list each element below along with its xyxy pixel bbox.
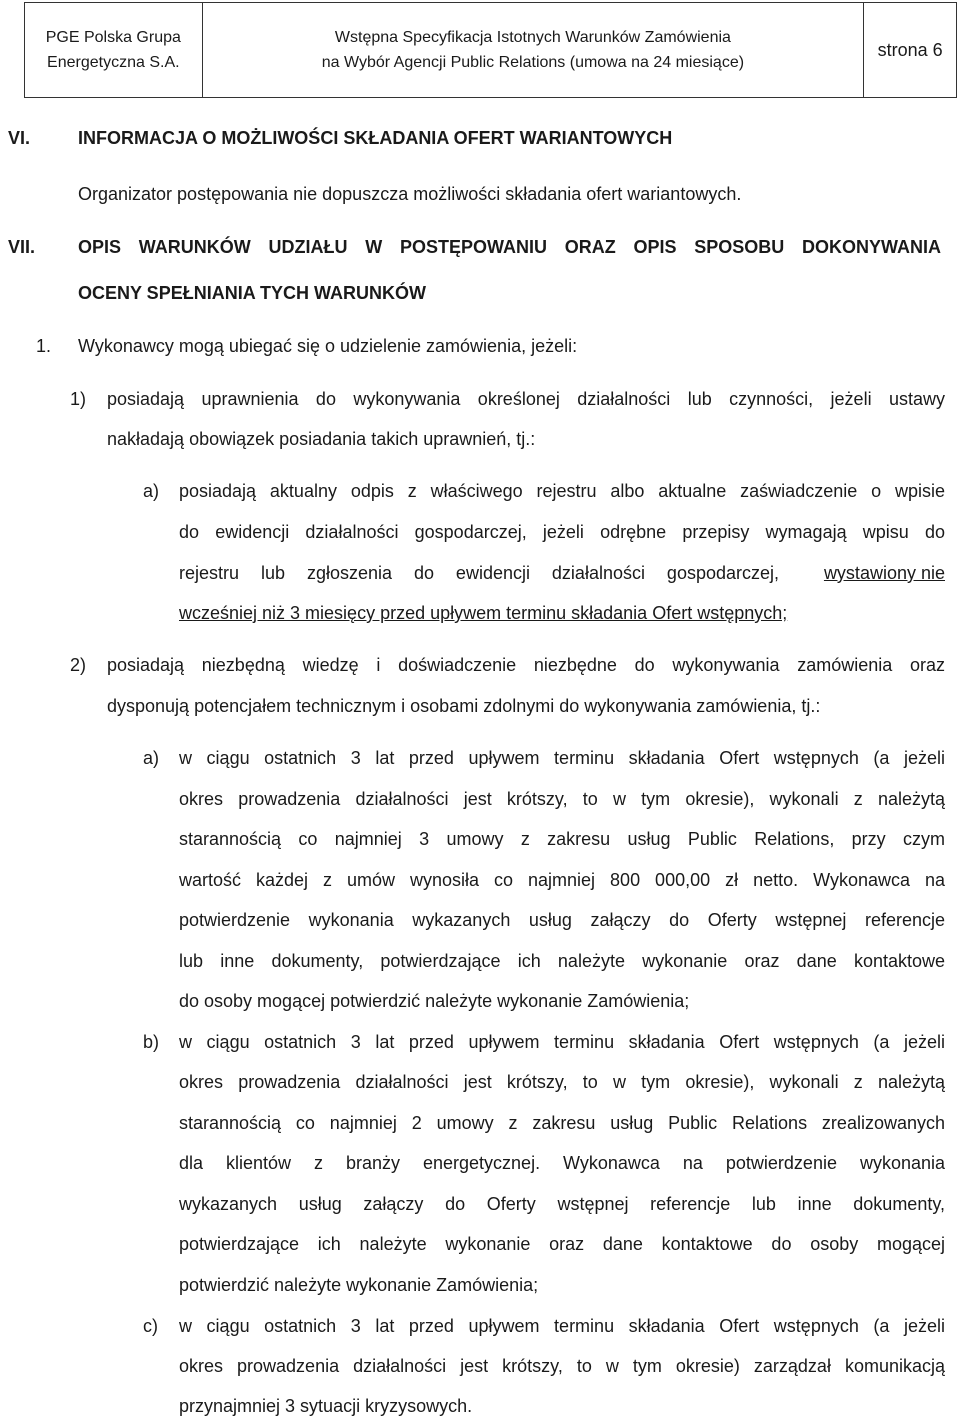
item-2-number: 2): [70, 655, 87, 675]
page-number: strona 6: [877, 39, 943, 60]
item-2c-line2: okres prowadzenia działalności jest krótszy, to w tym okresie) zarządzał komunikacją: [179, 1356, 945, 1376]
item-1-line2: nakładają obowiązek posiadania takich uprawnień, tj.:: [107, 429, 536, 449]
item-2c-line1: w ciągu ostatnich 3 lat przed upływem terminu składania Ofert wstępnych (a jeżeli: [179, 1316, 945, 1336]
item-1a-line2: do ewidencji działalności gospodarczej, jeżeli odrębne przepisy wymagają wpisu do: [179, 522, 945, 542]
header-company: [25, 3, 203, 97]
item-2a-line7: do osoby mogącej potwierdzić należyte wykonanie Zamówienia;: [179, 991, 690, 1011]
item-2-line2: dysponują potencjałem technicznym i osobami zdolnymi do wykonywania zamówienia, tj.:: [107, 696, 821, 716]
item-1a-line3-text: rejestru lub zgłoszenia do ewidencji działalności gospodarczej,: [179, 563, 779, 583]
item-2b-line5: wykazanych usług załączy do Oferty wstępnej referencje lub inne dokumenty,: [179, 1194, 945, 1214]
item-2-line1: posiadają niezbędną wiedzę i doświadczenie niezbędne do wykonywania zamówienia oraz: [107, 655, 945, 675]
item-2c-letter: c): [143, 1316, 158, 1336]
item-2a-line1: w ciągu ostatnich 3 lat przed upływem terminu składania Ofert wstępnych (a jeżeli: [179, 748, 945, 768]
point-1-number: 1.: [36, 336, 52, 356]
item-2b-line7: potwierdzić należyte wykonanie Zamówienia;: [179, 1275, 539, 1295]
item-2c-line3: przynajmniej 3 sytuacji kryzysowych.: [179, 1396, 473, 1416]
header-company-line2: Energetyczna S.A.: [47, 54, 180, 71]
item-1a-line1: posiadają aktualny odpis z właściwego rejestru albo aktualne zaświadczenie o wpisie: [179, 481, 945, 501]
item-1a-line3-underlined: wystawiony nie: [823, 563, 945, 583]
item-1a-line3: [179, 561, 945, 585]
section-vii-title-line2: OCENY SPEŁNIANIA TYCH WARUNKÓW: [78, 283, 427, 303]
item-2b-letter: b): [143, 1032, 160, 1052]
item-2a-line4: wartość każdej z umów wynosiła co najmniej 800 000,00 zł netto. Wykonawca na: [179, 870, 945, 890]
item-2a-line5: potwierdzenie wykonania wykazanych usług załączy do Oferty wstępnej referencje: [179, 910, 945, 930]
item-1a-line4: wcześniej niż 3 miesięcy przed upływem terminu składania Ofert wstępnych;: [179, 603, 788, 623]
item-2b-line6: potwierdzające ich należyte wykonanie oraz dane kontaktowe do osoby mogącej: [179, 1234, 945, 1254]
section-vi-title: INFORMACJA O MOŻLIWOŚCI SKŁADANIA OFERT WARIANTOWYCH: [78, 128, 673, 148]
header-page-number: [864, 3, 956, 97]
item-1-number: 1): [70, 389, 87, 409]
header-company-line1: PGE Polska Grupa: [45, 29, 181, 46]
item-1-line1: posiadają uprawnienia do wykonywania określonej działalności lub czynności, jeżeli ustawy: [107, 389, 945, 409]
item-2a-line2: okres prowadzenia działalności jest krótszy, to w tym okresie), wykonali z należytą: [179, 789, 945, 809]
point-1-text: Wykonawcy mogą ubiegać się o udzielenie zamówienia, jeżeli:: [78, 336, 578, 356]
page-header: [24, 2, 957, 98]
header-title-line1: Wstępna Specyfikacja Istotnych Warunków Zamówienia: [334, 29, 731, 46]
section-vii-title-line1: OPIS WARUNKÓW UDZIAŁU W POSTĘPOWANIU ORAZ OPIS SPOSOBU DOKONYWANIA: [78, 237, 941, 257]
item-2b-line1: w ciągu ostatnich 3 lat przed upływem terminu składania Ofert wstępnych (a jeżeli: [179, 1032, 945, 1052]
item-2a-line3: starannością co najmniej 3 umowy z zakresu usług Public Relations, przy czym: [179, 829, 945, 849]
header-title: [203, 3, 865, 97]
item-2b-line3: starannością co najmniej 2 umowy z zakresu usług Public Relations zrealizowanych: [179, 1113, 945, 1133]
item-2b-line2: okres prowadzenia działalności jest krótszy, to w tym okresie), wykonali z należytą: [179, 1072, 945, 1092]
item-2b-line4: dla klientów z branży energetycznej. Wykonawca na potwierdzenie wykonania: [179, 1153, 945, 1173]
section-vi-number: VI.: [8, 128, 31, 148]
item-1a-letter: a): [143, 481, 160, 501]
header-title-line2: na Wybór Agencji Public Relations (umowa na 24 miesiące): [321, 54, 745, 71]
item-2a-line6: lub inne dokumenty, potwierdzające ich należyte wykonanie oraz dane kontaktowe: [179, 951, 945, 971]
item-2a-letter: a): [143, 748, 160, 768]
section-vi-text: Organizator postępowania nie dopuszcza możliwości składania ofert wariantowych.: [78, 184, 742, 204]
section-vii-number: VII.: [8, 237, 36, 257]
